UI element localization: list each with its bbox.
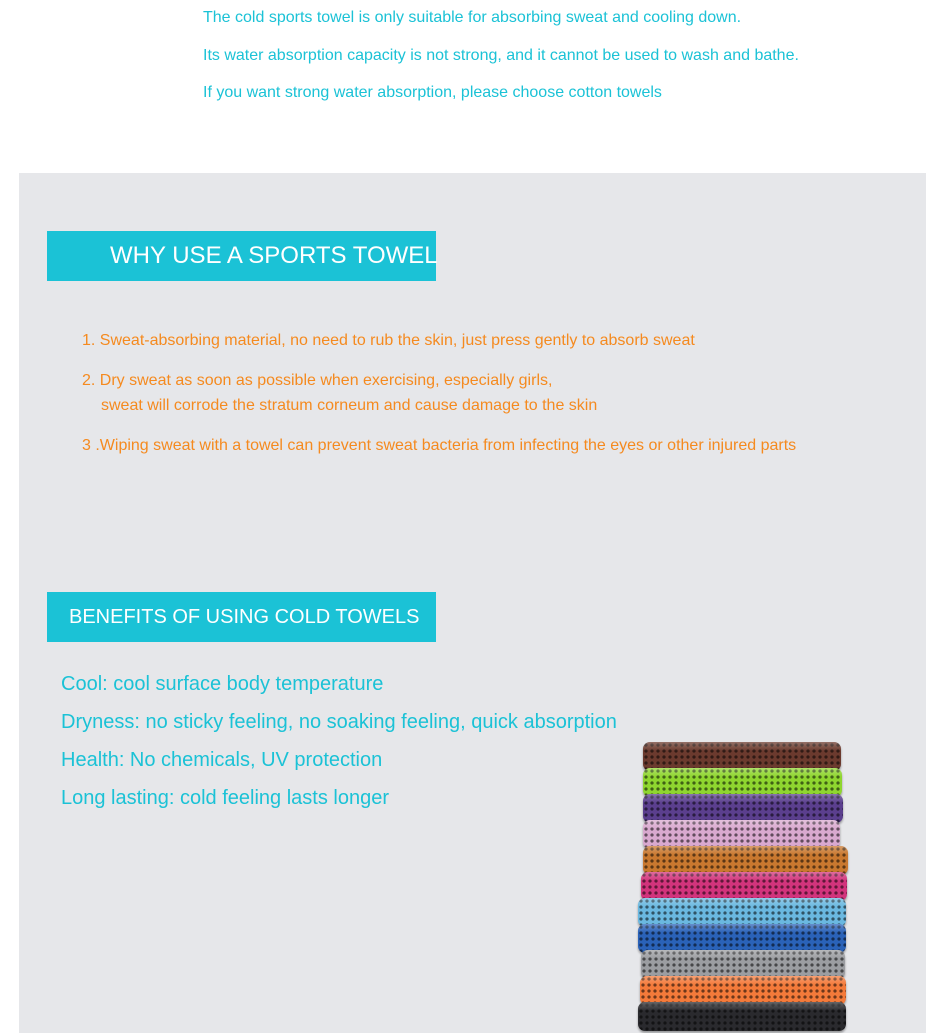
info-panel <box>19 173 926 1033</box>
towel-stack-image <box>638 742 853 1033</box>
reason-text: 2. Dry sweat as soon as possible when exercising, especially girls, <box>82 372 553 389</box>
reason-text: 3 .Wiping sweat with a towel can prevent sweat bacteria from infecting the eyes or other injured parts <box>82 437 797 454</box>
intro-note: Its water absorption capacity is not strong, and it cannot be used to wash and bathe. <box>203 46 799 64</box>
reason-item <box>82 368 902 418</box>
reason-text-continued: sweat will corrode the stratum corneum and cause damage to the skin <box>101 397 598 414</box>
towel-light-blue <box>638 898 846 927</box>
why-section-heading: WHY USE A SPORTS TOWEL <box>47 231 436 281</box>
intro-notes <box>203 8 923 121</box>
towel-lime-green <box>643 768 842 797</box>
benefits-section-heading: BENEFITS OF USING COLD TOWELS <box>47 592 436 642</box>
towel-brown <box>643 742 841 771</box>
intro-note: The cold sports towel is only suitable for absorbing sweat and cooling down. <box>203 9 742 26</box>
benefits-list <box>61 672 681 824</box>
towel-orange-brown <box>643 846 848 875</box>
benefit-item: Cool: cool surface body temperature <box>61 673 384 695</box>
towel-light-pink <box>643 820 840 849</box>
towel-magenta <box>641 872 847 901</box>
benefit-item: Long lasting: cold feeling lasts longer <box>61 787 389 809</box>
reason-item <box>82 328 902 353</box>
towel-orange <box>640 976 846 1005</box>
reason-item <box>82 433 902 458</box>
reasons-list <box>82 328 902 473</box>
benefit-item: Dryness: no sticky feeling, no soaking feeling, quick absorption <box>61 711 617 733</box>
reason-text: 1. Sweat-absorbing material, no need to rub the skin, just press gently to absorb sweat <box>82 332 695 349</box>
towel-gray <box>641 950 845 979</box>
towel-purple <box>643 794 843 823</box>
towel-black <box>638 1002 846 1031</box>
benefit-item: Health: No chemicals, UV protection <box>61 749 383 771</box>
towel-royal-blue <box>638 924 846 953</box>
intro-note: If you want strong water absorption, please choose cotton towels <box>203 84 662 101</box>
